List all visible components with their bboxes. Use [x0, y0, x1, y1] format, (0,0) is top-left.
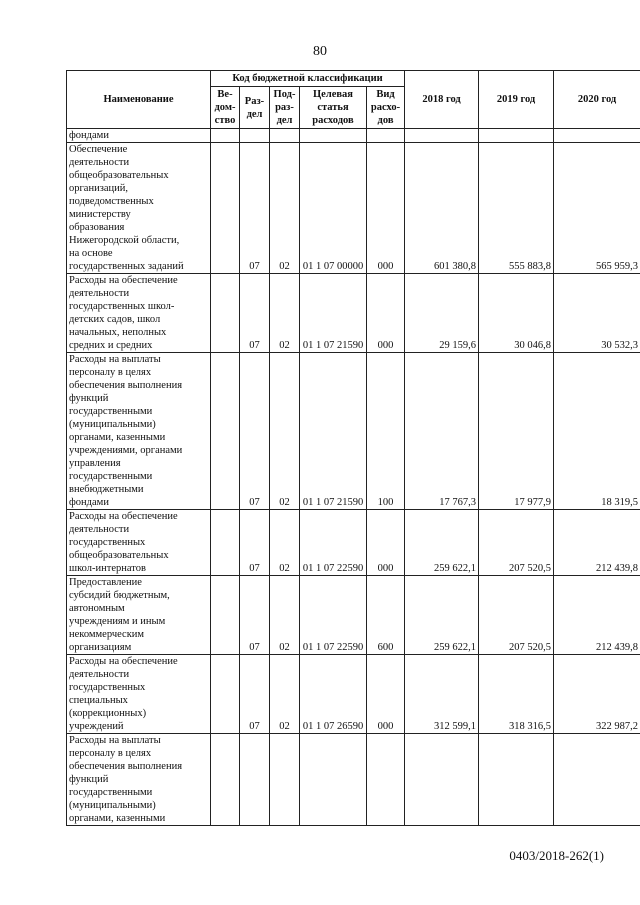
- row-target: 01 1 07 22590: [300, 510, 367, 576]
- header-name: Наименование: [67, 71, 211, 129]
- row-department: [211, 510, 240, 576]
- row-y2020: 30 532,3: [554, 274, 640, 353]
- row-expense-type: [367, 734, 405, 826]
- row-subsection: 02: [270, 510, 300, 576]
- row-department: [211, 353, 240, 510]
- row-target: 01 1 07 22590: [300, 576, 367, 655]
- row-y2018: 259 622,1: [405, 510, 479, 576]
- row-section: 07: [240, 576, 270, 655]
- row-name: Расходы на обеспечение деятельности государственных школ- детских садов, школ начальных, неполных средних и средних: [67, 274, 211, 353]
- row-subsection: 02: [270, 353, 300, 510]
- row-name: Предоставление субсидий бюджетным, автономным учреждениям и иным некоммерческим организациям: [67, 576, 211, 655]
- row-y2018: [405, 734, 479, 826]
- row-name: Расходы на обеспечение деятельности государственных специальных (коррекционных) учреждений: [67, 655, 211, 734]
- row-y2018: 17 767,3: [405, 353, 479, 510]
- row-y2020: 18 319,5: [554, 353, 640, 510]
- page-number: 80: [313, 44, 327, 59]
- row-section: 07: [240, 274, 270, 353]
- row-target: [300, 734, 367, 826]
- table-row: [67, 576, 640, 655]
- row-y2019: 30 046,8: [479, 274, 554, 353]
- row-target: 01 1 07 26590: [300, 655, 367, 734]
- row-section: 07: [240, 143, 270, 274]
- row-name: Расходы на обеспечение деятельности государственных общеобразовательных школ-интернатов: [67, 510, 211, 576]
- row-department: [211, 655, 240, 734]
- row-y2020: 212 439,8: [554, 510, 640, 576]
- row-y2018: 259 622,1: [405, 576, 479, 655]
- document-code: 0403/2018-262(1): [509, 848, 604, 863]
- row-y2018: 29 159,6: [405, 274, 479, 353]
- header-department: Ве- дом- ство: [211, 87, 240, 129]
- header-2019: 2019 год: [479, 71, 554, 129]
- row-target: 01 1 07 21590: [300, 353, 367, 510]
- row-y2019: 17 977,9: [479, 353, 554, 510]
- row-department: [211, 576, 240, 655]
- continuation-text: фондами: [67, 129, 211, 143]
- row-y2020: [554, 734, 640, 826]
- row-expense-type: 000: [367, 655, 405, 734]
- header-kbk: Код бюджетной классификации: [211, 71, 405, 87]
- row-subsection: [270, 734, 300, 826]
- row-expense-type: 100: [367, 353, 405, 510]
- row-department: [211, 734, 240, 826]
- table-row: [67, 510, 640, 576]
- row-department: [211, 274, 240, 353]
- row-expense-type: 000: [367, 510, 405, 576]
- row-department: [211, 143, 240, 274]
- header-expense-type: Вид расхо- дов: [367, 87, 405, 129]
- continuation-row: [67, 129, 640, 143]
- row-name: Обеспечение деятельности общеобразовательных организаций, подведомственных министерству образования Нижегородской области, на основе государственных заданий: [67, 143, 211, 274]
- table-row: [67, 143, 640, 274]
- table-row: [67, 274, 640, 353]
- table-row: [67, 353, 640, 510]
- table-row: [67, 734, 640, 826]
- row-y2019: 555 883,8: [479, 143, 554, 274]
- row-name: Расходы на выплаты персоналу в целях обеспечения выполнения функций государственными (муниципальными) органами, казенными: [67, 734, 211, 826]
- row-expense-type: 600: [367, 576, 405, 655]
- row-target: 01 1 07 21590: [300, 274, 367, 353]
- row-y2018: 601 380,8: [405, 143, 479, 274]
- row-section: 07: [240, 510, 270, 576]
- row-expense-type: 000: [367, 143, 405, 274]
- header-section: Раз- дел: [240, 87, 270, 129]
- budget-table: [66, 70, 640, 826]
- row-expense-type: 000: [367, 274, 405, 353]
- row-target: 01 1 07 00000: [300, 143, 367, 274]
- row-y2019: 207 520,5: [479, 510, 554, 576]
- row-subsection: 02: [270, 274, 300, 353]
- row-section: [240, 734, 270, 826]
- row-y2020: 212 439,8: [554, 576, 640, 655]
- table-row: [67, 655, 640, 734]
- row-y2018: 312 599,1: [405, 655, 479, 734]
- row-y2020: 322 987,2: [554, 655, 640, 734]
- row-y2019: [479, 734, 554, 826]
- row-y2019: 318 316,5: [479, 655, 554, 734]
- row-y2020: 565 959,3: [554, 143, 640, 274]
- row-section: 07: [240, 353, 270, 510]
- row-name: Расходы на выплаты персоналу в целях обеспечения выполнения функций государственными (муниципальными) органами, казенными учреждениями, органами управления государственными внебюджетными фондами: [67, 353, 211, 510]
- header-2018: 2018 год: [405, 71, 479, 129]
- header-2020: 2020 год: [554, 71, 640, 129]
- row-y2019: 207 520,5: [479, 576, 554, 655]
- row-subsection: 02: [270, 143, 300, 274]
- row-subsection: 02: [270, 655, 300, 734]
- header-subsection: Под- раз- дел: [270, 87, 300, 129]
- header-target: Целевая статья расходов: [300, 87, 367, 129]
- row-section: 07: [240, 655, 270, 734]
- row-subsection: 02: [270, 576, 300, 655]
